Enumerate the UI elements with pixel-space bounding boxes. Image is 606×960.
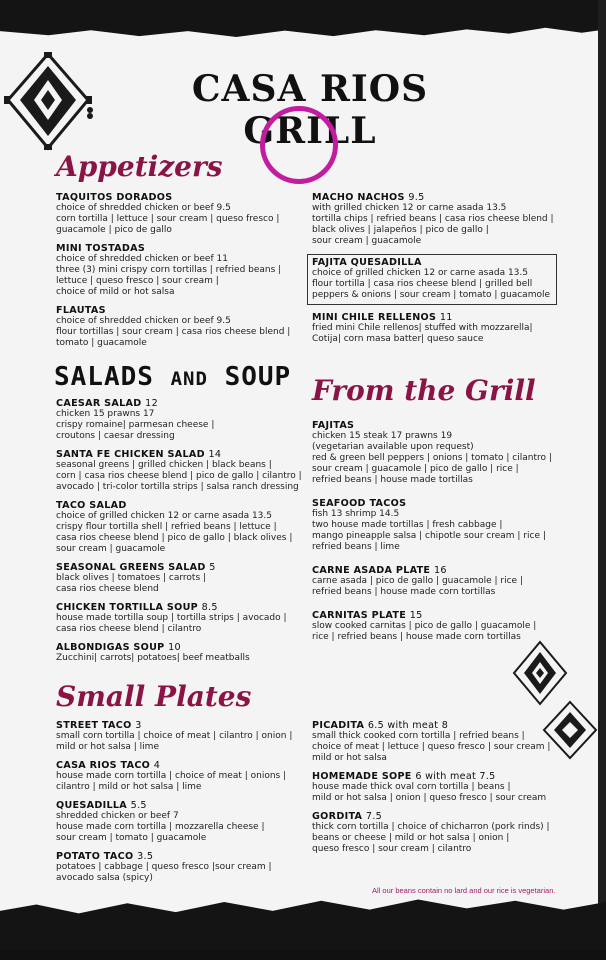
item-name: CAESAR SALAD 12 (56, 398, 158, 409)
grill-column (312, 420, 562, 650)
salads-column (56, 398, 306, 671)
item-name: HOMEMADE SOPE 6 with meat 7.5 (312, 771, 496, 782)
menu-item (56, 800, 306, 844)
appetizers-column-left (56, 192, 296, 356)
menu-item (56, 243, 296, 298)
menu-item (312, 610, 562, 643)
item-name: FAJITA QUESADILLA (312, 257, 422, 268)
grill-heading: From the Grill (312, 374, 536, 407)
item-desc: avocado | tri-color tortilla strips | salsa ranch dressing (56, 482, 299, 492)
item-desc: carne asada | pico de gallo | guacamole | rice | (312, 576, 523, 586)
item-name: TACO SALAD (56, 500, 127, 511)
item-desc: flour tortillas | sour cream | casa rios cheese blend | (56, 327, 291, 337)
item-desc: lettuce | queso fresco | sour cream | (56, 276, 219, 286)
small-plates-heading: Small Plates (56, 680, 252, 713)
menu-item (56, 500, 306, 555)
menu-item (56, 720, 306, 753)
item-desc: house made corn tortilla | choice of meat | onions | (56, 771, 287, 781)
item-name: SEAFOOD TACOS (312, 498, 407, 509)
item-name: CARNE ASADA PLATE 16 (312, 565, 447, 576)
salads-heading: SALADS AND SOUP (54, 362, 292, 392)
item-desc: corn | casa rios cheese blend | pico de gallo | cilantro | (56, 471, 302, 481)
item-desc: mild or hot salsa | lime (56, 742, 159, 752)
item-desc: chicken 15 steak 17 prawns 19 (312, 431, 453, 441)
item-desc: fried mini Chile rellenos| stuffed with mozzarella| (312, 323, 533, 333)
item-desc: casa rios cheese blend | pico de gallo | black olives | (56, 533, 293, 543)
item-desc: croutons | caesar dressing (56, 431, 175, 441)
restaurant-name-line2: GRILL (243, 110, 377, 152)
item-desc: chicken 15 prawns 17 (56, 409, 155, 419)
item-desc: seasonal greens | grilled chicken | black beans | (56, 460, 272, 470)
item-desc: choice of shredded chicken or beef 9.5 (56, 316, 231, 326)
item-desc: crispy flour tortilla shell | refried beans | lettuce | (56, 522, 277, 532)
item-name: MINI TOSTADAS (56, 243, 146, 254)
item-desc: three (3) mini crispy corn tortillas | refried beans | (56, 265, 282, 275)
item-desc: sour cream | guacamole (312, 236, 422, 246)
item-desc: choice of meat | lettuce | queso fresco | sour cream | (312, 742, 551, 752)
item-desc: (vegetarian available upon request) (312, 442, 474, 452)
item-desc: guacamole | pico de gallo (56, 225, 172, 235)
menu-item (312, 420, 562, 486)
menu-item (56, 562, 306, 595)
item-desc: two house made tortillas | fresh cabbage | (312, 520, 503, 530)
item-name: GORDITA 7.5 (312, 811, 383, 822)
item-desc: refried beans | house made tortillas (312, 475, 473, 485)
item-desc: fish 13 shrimp 14.5 (312, 509, 400, 519)
item-desc: mild or hot salsa | onion | queso fresco | sour cream (312, 793, 547, 803)
item-name: STREET TACO 3 (56, 720, 142, 731)
item-desc: corn tortilla | lettuce | sour cream | queso fresco | (56, 214, 280, 224)
item-desc: house made tortilla soup | tortilla strips | avocado | (56, 613, 287, 623)
item-desc: crispy romaine| parmesan cheese | (56, 420, 215, 430)
restaurant-name-line1: CASA RIOS (191, 68, 429, 110)
item-name: FAJITAS (312, 420, 355, 431)
item-desc: queso fresco | sour cream | cilantro (312, 844, 472, 854)
item-desc: casa rios cheese blend (56, 584, 159, 594)
item-desc: cilantro | mild or hot salsa | lime (56, 782, 202, 792)
menu-item (56, 192, 296, 236)
item-name: CHICKEN TORTILLA SOUP 8.5 (56, 602, 218, 613)
item-desc: thick corn tortilla | choice of chicharron (pork rinds) | (312, 822, 550, 832)
item-desc: flour tortilla | casa rios cheese blend | grilled bell (312, 279, 533, 289)
menu-item (312, 771, 562, 804)
item-desc: choice of shredded chicken or beef 11 (56, 254, 228, 264)
item-desc: house made thick oval corn tortilla | beans | (312, 782, 511, 792)
menu-item (312, 192, 562, 247)
item-desc: black olives | jalapeños | pico de gallo | (312, 225, 489, 235)
menu-item (312, 811, 562, 855)
menu-item (312, 498, 562, 553)
item-name: ALBONDIGAS SOUP 10 (56, 642, 181, 653)
item-name: FLAUTAS (56, 305, 106, 316)
item-name: QUESADILLA 5.5 (56, 800, 147, 811)
right-edge-stripe (598, 0, 606, 960)
item-desc: small corn tortilla | choice of meat | cilantro | onion | (56, 731, 293, 741)
tribal-ornament-icon (4, 52, 96, 152)
small-plates-column-right (312, 720, 562, 862)
logo-ring (260, 106, 338, 184)
item-desc: tortilla chips | refried beans | casa rios cheese blend | (312, 214, 554, 224)
menu-item-featured (307, 254, 557, 305)
menu-item (56, 851, 306, 884)
item-desc: mango pineapple salsa | chipotle sour cream | rice | (312, 531, 546, 541)
menu-item (312, 565, 562, 598)
item-name: CARNITAS PLATE 15 (312, 610, 423, 621)
item-desc: small thick cooked corn tortilla | refried beans | (312, 731, 525, 741)
item-desc: shredded chicken or beef 7 (56, 811, 179, 821)
footer-note: All our beans contain no lard and our rice is vegetarian. (372, 886, 556, 895)
item-desc: refried beans | house made corn tortillas (312, 587, 496, 597)
menu-item (312, 720, 562, 764)
restaurant-logo (190, 68, 430, 168)
item-desc: slow cooked carnitas | pico de gallo | guacamole | (312, 621, 537, 631)
item-desc: refried beans | lime (312, 542, 400, 552)
item-desc: beans or cheese | mild or hot salsa | onion | (312, 833, 510, 843)
item-desc: Cotija| corn masa batter| queso sauce (312, 334, 484, 344)
item-name: MINI CHILE RELLENOS 11 (312, 312, 453, 323)
item-desc: choice of grilled chicken 12 or carne asada 13.5 (312, 268, 528, 278)
item-name: CASA RIOS TACO 4 (56, 760, 161, 771)
item-name: SEASONAL GREENS SALAD 5 (56, 562, 216, 573)
item-desc: sour cream | tomato | guacamole (56, 833, 207, 843)
menu-item (56, 398, 306, 442)
item-desc: rice | refried beans | house made corn tortillas (312, 632, 521, 642)
item-desc: with grilled chicken 12 or carne asada 13.5 (312, 203, 507, 213)
item-desc: peppers & onions | sour cream | tomato | guacamole (312, 290, 551, 300)
item-desc: sour cream | guacamole | pico de gallo | rice | (312, 464, 519, 474)
item-name: SANTA FE CHICKEN SALAD 14 (56, 449, 222, 460)
appetizers-column-right (312, 192, 562, 352)
item-desc: choice of mild or hot salsa (56, 287, 175, 297)
menu-item (56, 449, 306, 493)
menu-item (56, 642, 306, 664)
item-name: TAQUITOS DORADOS (56, 192, 173, 203)
item-name: MACHO NACHOS 9.5 (312, 192, 425, 203)
top-brush-border (0, 0, 606, 42)
item-desc: house made corn tortilla | mozzarella cheese | (56, 822, 265, 832)
item-desc: tomato | guacamole (56, 338, 147, 348)
item-desc: mild or hot salsa (312, 753, 387, 763)
item-desc: casa rios cheese blend | cilantro (56, 624, 202, 634)
small-plates-column-left (56, 720, 306, 891)
bottom-edge-stripe (0, 950, 606, 960)
menu-item (56, 760, 306, 793)
item-desc: black olives | tomatoes | carrots | (56, 573, 207, 583)
appetizers-heading: Appetizers (56, 150, 223, 183)
item-desc: sour cream | guacamole (56, 544, 166, 554)
item-desc: Zucchini| carrots| potatoes| beef meatballs (56, 653, 250, 663)
item-name: POTATO TACO 3.5 (56, 851, 154, 862)
menu-item (312, 312, 562, 345)
menu-item (56, 602, 306, 635)
item-desc: red & green bell peppers | onions | tomato | cilantro | (312, 453, 552, 463)
item-name: PICADITA 6.5 with meat 8 (312, 720, 449, 731)
menu-item (56, 305, 296, 349)
item-desc: choice of shredded chicken or beef 9.5 (56, 203, 231, 213)
item-desc: potatoes | cabbage | queso fresco |sour cream | (56, 862, 272, 872)
item-desc: avocado salsa (spicy) (56, 873, 153, 883)
item-desc: choice of grilled chicken 12 or carne asada 13.5 (56, 511, 272, 521)
